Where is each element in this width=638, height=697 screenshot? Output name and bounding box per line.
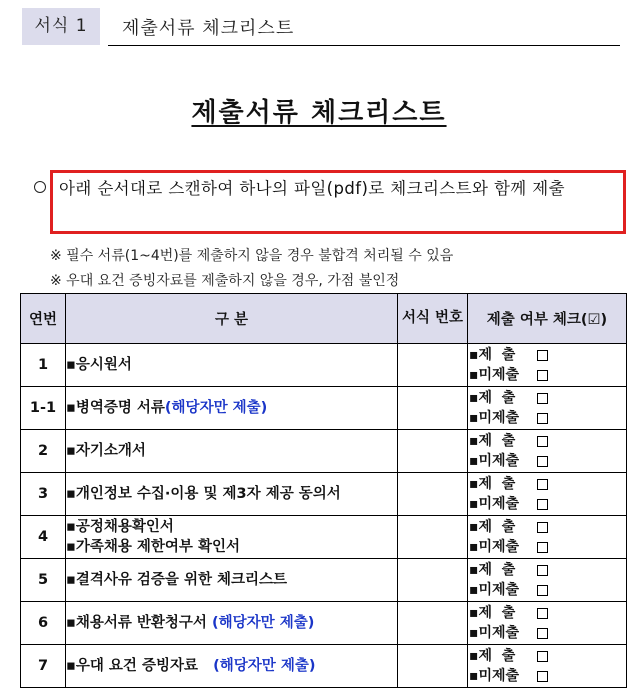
document-name: ▪우대 요건 증빙자료: [66, 658, 214, 674]
option-label: ▪미제출: [469, 367, 520, 383]
form-number-cell: [398, 602, 468, 645]
form-number-cell: [398, 344, 468, 387]
option-label: ▪제 출: [469, 347, 516, 363]
form-number-tag: 서식 1: [22, 8, 100, 45]
option-not-submitted: [468, 408, 626, 428]
submission-check-cell: [468, 387, 627, 430]
document-name: ▪결격사유 검증을 위한 체크리스트: [66, 572, 288, 588]
checkbox-submitted[interactable]: [537, 522, 548, 533]
row-number: 7: [21, 645, 66, 688]
instruction-text: 아래 순서대로 스캔하여 하나의 파일(pdf)로 체크리스트와 함께 제출: [59, 179, 565, 198]
option-label: ▪제 출: [469, 605, 516, 621]
option-label: ▪제 출: [469, 519, 516, 535]
form-number-cell: [398, 430, 468, 473]
submission-check-cell: [468, 559, 627, 602]
row-number: 3: [21, 473, 66, 516]
document-name-line: [66, 441, 397, 461]
document-name-cell: [66, 516, 398, 559]
checklist-table: [20, 293, 627, 688]
option-label: ▪미제출: [469, 496, 520, 512]
header-divider: [108, 45, 620, 46]
row-number: 2: [21, 430, 66, 473]
checkbox-submitted[interactable]: [537, 608, 548, 619]
checkbox-not-submitted[interactable]: [537, 456, 548, 467]
option-submitted: [468, 388, 626, 408]
option-label: ▪미제출: [469, 625, 520, 641]
option-submitted: [468, 560, 626, 580]
checkbox-not-submitted[interactable]: [537, 671, 548, 682]
submission-check-cell: [468, 645, 627, 688]
option-label: ▪제 출: [469, 476, 516, 492]
document-name-line: [66, 355, 397, 375]
checkbox-not-submitted[interactable]: [537, 413, 548, 424]
document-name-cell: [66, 473, 398, 516]
option-submitted: [468, 474, 626, 494]
document-name-secondary: ▪가족채용 제한여부 확인서: [66, 539, 240, 555]
table-row: [21, 516, 627, 559]
document-name: ▪자기소개서: [66, 443, 146, 459]
table-row: [21, 602, 627, 645]
option-label: ▪미제출: [469, 582, 520, 598]
header-title: 제출서류 체크리스트: [122, 18, 295, 39]
submission-check-cell: [468, 602, 627, 645]
document-name-line: [66, 398, 397, 418]
checkbox-submitted[interactable]: [537, 565, 548, 576]
checkbox-not-submitted[interactable]: [537, 499, 548, 510]
submission-check-cell: [468, 344, 627, 387]
document-name-cell: [66, 387, 398, 430]
table-row: [21, 473, 627, 516]
checkbox-submitted[interactable]: [537, 393, 548, 404]
document-name: ▪개인정보 수집·이용 및 제3자 제공 동의서: [66, 486, 341, 502]
checkbox-submitted[interactable]: [537, 350, 548, 361]
checkbox-not-submitted[interactable]: [537, 370, 548, 381]
header-no: 연번: [21, 294, 66, 344]
option-submitted: [468, 646, 626, 666]
conditional-note: (해당자만 제출): [212, 615, 315, 631]
row-number: 1-1: [21, 387, 66, 430]
form-number-cell: [398, 516, 468, 559]
option-label: ▪제 출: [469, 562, 516, 578]
checkbox-submitted[interactable]: [537, 651, 548, 662]
option-submitted: [468, 517, 626, 537]
option-not-submitted: [468, 623, 626, 643]
table-header-row: [21, 294, 627, 344]
document-name: ▪공정채용확인서: [66, 519, 174, 535]
conditional-note: (해당자만 제출): [213, 658, 316, 674]
option-label: ▪제 출: [469, 390, 516, 406]
table-row: [21, 559, 627, 602]
document-name-cell: [66, 602, 398, 645]
option-submitted: [468, 345, 626, 365]
document-name-cell: [66, 344, 398, 387]
row-number: 5: [21, 559, 66, 602]
circle-bullet-icon: [34, 181, 46, 193]
document-name: ▪채용서류 반환청구서: [66, 615, 212, 631]
table-row: [21, 645, 627, 688]
option-label: ▪제 출: [469, 433, 516, 449]
document-name-cell: [66, 559, 398, 602]
option-label: ▪미제출: [469, 539, 520, 555]
document-name-cell: [66, 645, 398, 688]
table-row: [21, 430, 627, 473]
submission-check-cell: [468, 473, 627, 516]
option-label: ▪미제출: [469, 410, 520, 426]
checkbox-not-submitted[interactable]: [537, 628, 548, 639]
option-not-submitted: [468, 666, 626, 686]
option-not-submitted: [468, 451, 626, 471]
row-number: 6: [21, 602, 66, 645]
document-name-line: [66, 656, 397, 676]
option-submitted: [468, 431, 626, 451]
conditional-note: (해당자만 제출): [164, 400, 268, 416]
document-name-line: [66, 484, 397, 504]
option-not-submitted: [468, 365, 626, 385]
submission-check-cell: [468, 516, 627, 559]
option-not-submitted: [468, 494, 626, 514]
form-number-cell: [398, 473, 468, 516]
row-number: 1: [21, 344, 66, 387]
document-name-line: [66, 517, 397, 537]
table-row: [21, 387, 627, 430]
document-name-line: [66, 613, 397, 633]
form-number-cell: [398, 387, 468, 430]
option-not-submitted: [468, 537, 626, 557]
document-name-line: [66, 570, 397, 590]
option-submitted: [468, 603, 626, 623]
option-not-submitted: [468, 580, 626, 600]
checkbox-not-submitted[interactable]: [537, 542, 548, 553]
header-check: 제출 여부 체크(☑): [468, 294, 627, 344]
page-title: 제출서류 체크리스트: [191, 98, 447, 128]
form-number-cell: [398, 559, 468, 602]
document-name-cell: [66, 430, 398, 473]
note-required-docs: ※ 필수 서류(1~4번)를 제출하지 않을 경우 불합격 처리될 수 있음: [50, 248, 454, 264]
option-label: ▪미제출: [469, 453, 520, 469]
submission-check-cell: [468, 430, 627, 473]
header-form-no: 서식 번호: [398, 294, 468, 344]
note-preference-docs: ※ 우대 요건 증빙자료를 제출하지 않을 경우, 가점 불인정: [50, 273, 400, 289]
header-category: 구 분: [66, 294, 398, 344]
document-name: ▪응시원서: [66, 357, 132, 373]
document-name: ▪병역증명 서류: [66, 400, 165, 416]
checkbox-not-submitted[interactable]: [537, 585, 548, 596]
option-label: ▪미제출: [469, 668, 520, 684]
row-number: 4: [21, 516, 66, 559]
checkbox-submitted[interactable]: [537, 479, 548, 490]
table-row: [21, 344, 627, 387]
option-label: ▪제 출: [469, 648, 516, 664]
checkbox-submitted[interactable]: [537, 436, 548, 447]
form-number-cell: [398, 645, 468, 688]
